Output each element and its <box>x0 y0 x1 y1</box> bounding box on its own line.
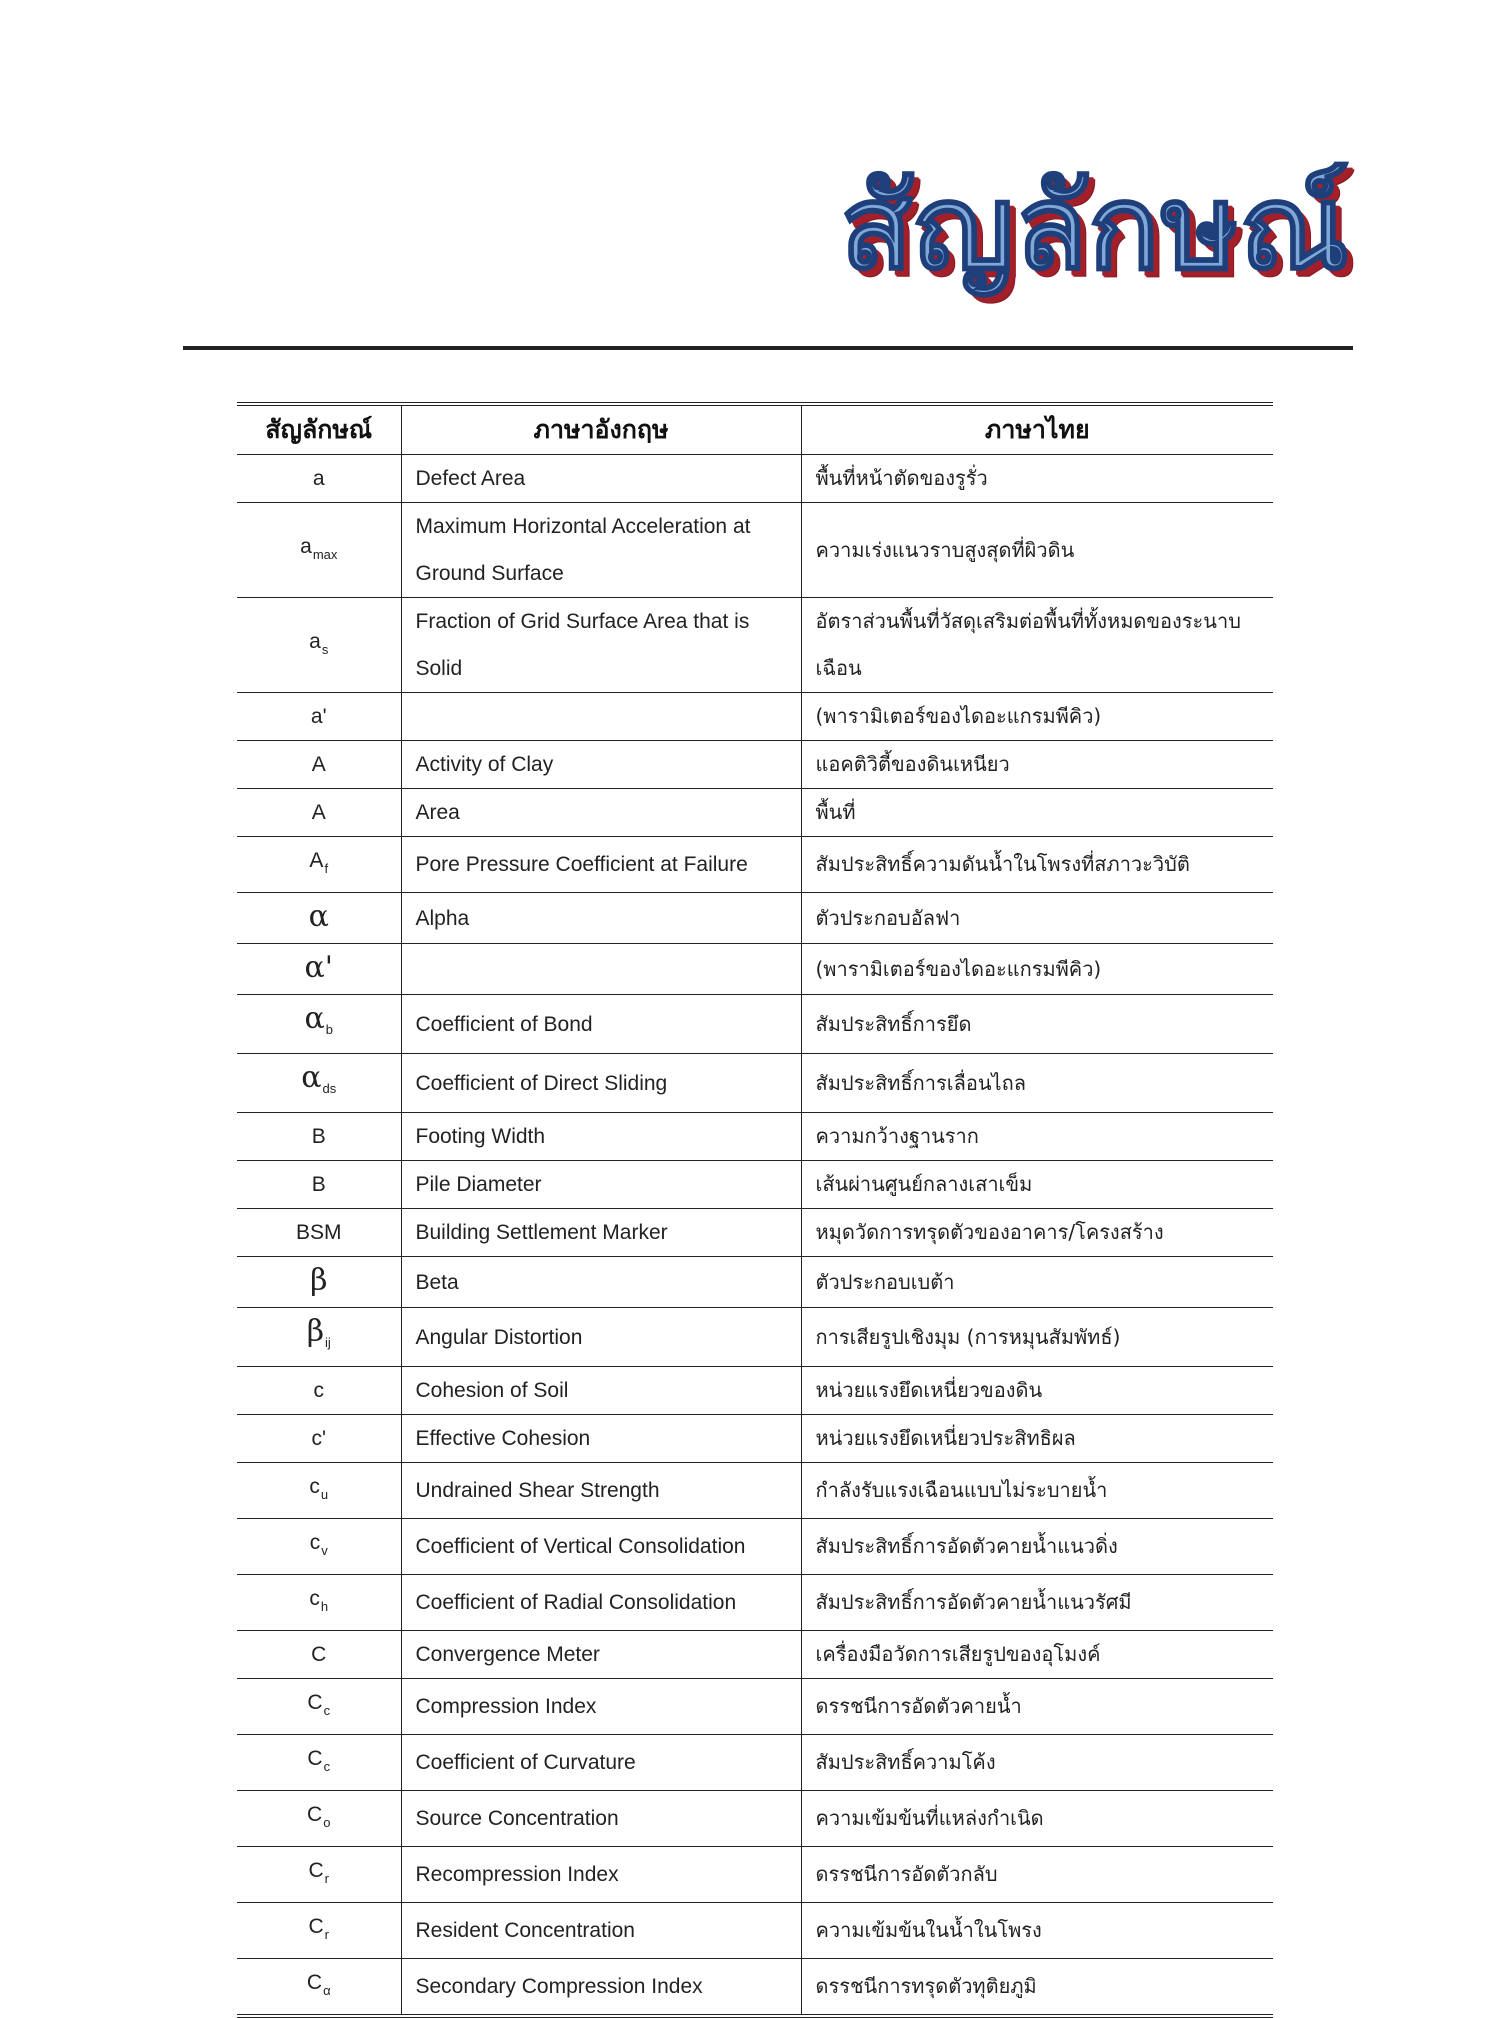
thai-term-cell: หน่วยแรงยึดเหนี่ยวประสิทธิผล <box>801 1415 1273 1463</box>
symbol-text: c <box>309 1475 320 1498</box>
symbol-subscript: f <box>324 861 329 876</box>
table-row <box>237 1113 1273 1161</box>
symbol-text: a' <box>310 705 327 728</box>
table-row <box>237 1367 1273 1415</box>
symbols-table <box>237 402 1273 2018</box>
thai-term-cell: สัมประสิทธิ์การเลื่อนไถล <box>801 1054 1273 1113</box>
thai-term-cell: พื้นที่หน้าตัดของรูรั่ว <box>801 455 1273 503</box>
symbol-subscript: r <box>324 1927 329 1942</box>
thai-term-cell: สัมประสิทธิ์ความโค้ง <box>801 1735 1273 1791</box>
symbol-text: a <box>309 629 321 653</box>
symbol-cell <box>237 1367 401 1415</box>
english-term-cell: Beta <box>401 1257 801 1308</box>
page-title: สัญลักษณ์ <box>840 158 1350 296</box>
symbol-text: c <box>313 1379 324 1402</box>
english-term-cell: Coefficient of Bond <box>401 995 801 1054</box>
symbol-subscript: max <box>312 546 338 562</box>
header-thai: ภาษาไทย <box>801 404 1273 455</box>
english-term-cell: Coefficient of Vertical Consolidation <box>401 1519 801 1575</box>
table-row <box>237 1735 1273 1791</box>
table-row <box>237 1054 1273 1113</box>
thai-term-cell: ความกว้างฐานราก <box>801 1113 1273 1161</box>
table-row <box>237 693 1273 741</box>
symbol-cell <box>237 455 401 503</box>
symbol-text: c <box>309 1587 320 1610</box>
symbol-cell <box>237 893 401 944</box>
table-row <box>237 1679 1273 1735</box>
header-symbol: สัญลักษณ์ <box>237 404 401 455</box>
symbol-text: β <box>306 1314 325 1349</box>
thai-term-cell: สัมประสิทธิ์ความดันน้ำในโพรงที่สภาวะวิบัติ <box>801 837 1273 893</box>
symbol-subscript: h <box>320 1599 329 1614</box>
table-row <box>237 1791 1273 1847</box>
symbol-text: a <box>312 467 325 490</box>
english-term-cell: Building Settlement Marker <box>401 1209 801 1257</box>
english-term-cell: Coefficient of Radial Consolidation <box>401 1575 801 1631</box>
symbol-subscript: v <box>321 1543 328 1558</box>
table-row <box>237 1161 1273 1209</box>
english-term-cell <box>401 944 801 995</box>
thai-term-cell: ตัวประกอบอัลฟา <box>801 893 1273 944</box>
table-row <box>237 995 1273 1054</box>
symbol-cell <box>237 1257 401 1308</box>
english-term-cell: Undrained Shear Strength <box>401 1463 801 1519</box>
symbol-text: A <box>311 753 326 776</box>
symbol-cell <box>237 1959 401 2017</box>
symbol-text: C <box>307 1691 323 1714</box>
thai-term-cell: การเสียรูปเชิงมุม (การหมุนสัมพัทธ์) <box>801 1308 1273 1367</box>
symbol-text: C <box>306 1971 323 1994</box>
symbol-text: c <box>309 1531 321 1554</box>
english-term-cell: Coefficient of Curvature <box>401 1735 801 1791</box>
table-row <box>237 598 1273 693</box>
symbol-cell <box>237 741 401 789</box>
symbol-text: BSM <box>295 1221 342 1244</box>
symbol-text: α <box>304 1001 325 1036</box>
english-term-cell: Cohesion of Soil <box>401 1367 801 1415</box>
symbol-cell <box>237 503 401 598</box>
title-divider <box>183 346 1353 350</box>
thai-term-cell: ความเข้มข้นในน้ำในโพรง <box>801 1903 1273 1959</box>
table-row <box>237 789 1273 837</box>
table-row <box>237 1959 1273 2017</box>
thai-term-cell: ดรรชนีการอัดตัวคายน้ำ <box>801 1679 1273 1735</box>
symbol-text: C <box>307 1803 323 1826</box>
header-english: ภาษาอังกฤษ <box>401 404 801 455</box>
table-row <box>237 944 1273 995</box>
symbol-text: a <box>300 534 312 558</box>
symbol-text: C <box>308 1859 324 1882</box>
symbol-text: A <box>309 849 324 872</box>
symbol-cell <box>237 1575 401 1631</box>
table-row <box>237 1847 1273 1903</box>
english-term-cell: Activity of Clay <box>401 741 801 789</box>
english-term-cell: Alpha <box>401 893 801 944</box>
symbol-text: C <box>308 1915 324 1938</box>
thai-term-cell: พื้นที่ <box>801 789 1273 837</box>
english-term-cell: Effective Cohesion <box>401 1415 801 1463</box>
symbol-subscript: s <box>321 641 329 657</box>
symbol-text: β <box>310 1263 328 1298</box>
symbol-text: B <box>311 1125 326 1148</box>
english-term-cell: Fraction of Grid Surface Area that is Solid <box>401 598 801 693</box>
symbol-text: B <box>311 1173 326 1196</box>
english-term-cell: Resident Concentration <box>401 1903 801 1959</box>
symbol-cell <box>237 1735 401 1791</box>
symbol-cell <box>237 837 401 893</box>
table-row <box>237 503 1273 598</box>
english-term-cell: Maximum Horizontal Acceleration at Ground Surface <box>401 503 801 598</box>
symbols-table-container <box>237 402 1273 2018</box>
thai-term-cell: เครื่องมือวัดการเสียรูปของอุโมงค์ <box>801 1631 1273 1679</box>
symbol-text: c' <box>311 1427 326 1450</box>
symbol-cell <box>237 1161 401 1209</box>
thai-term-cell: สัมประสิทธิ์การอัดตัวคายน้ำแนวรัศมี <box>801 1575 1273 1631</box>
symbol-subscript: c <box>323 1759 331 1774</box>
table-row <box>237 1575 1273 1631</box>
thai-term-cell: (พารามิเตอร์ของไดอะแกรมพีคิว) <box>801 693 1273 741</box>
symbol-cell <box>237 1308 401 1367</box>
table-row <box>237 1519 1273 1575</box>
english-term-cell <box>401 693 801 741</box>
table-row <box>237 455 1273 503</box>
english-term-cell: Footing Width <box>401 1113 801 1161</box>
english-term-cell: Recompression Index <box>401 1847 801 1903</box>
table-row <box>237 741 1273 789</box>
table-row <box>237 1463 1273 1519</box>
symbol-cell <box>237 598 401 693</box>
symbol-subscript: r <box>324 1871 329 1886</box>
english-term-cell: Pile Diameter <box>401 1161 801 1209</box>
thai-term-cell: ดรรชนีการอัดตัวกลับ <box>801 1847 1273 1903</box>
table-row <box>237 837 1273 893</box>
thai-term-cell: ตัวประกอบเบต้า <box>801 1257 1273 1308</box>
symbol-text: α' <box>304 950 333 985</box>
english-term-cell: Compression Index <box>401 1679 801 1735</box>
english-term-cell: Convergence Meter <box>401 1631 801 1679</box>
symbol-cell <box>237 1054 401 1113</box>
symbol-subscript: u <box>320 1487 329 1502</box>
thai-term-cell: ดรรชนีการทรุดตัวทุติยภูมิ <box>801 1959 1273 2017</box>
english-term-cell: Angular Distortion <box>401 1308 801 1367</box>
thai-term-cell: สัมประสิทธิ์การยึด <box>801 995 1273 1054</box>
table-row <box>237 893 1273 944</box>
table-row <box>237 1631 1273 1679</box>
symbol-cell <box>237 1463 401 1519</box>
table-row <box>237 1308 1273 1367</box>
thai-term-cell: สัมประสิทธิ์การอัดตัวคายน้ำแนวดิ่ง <box>801 1519 1273 1575</box>
symbol-cell <box>237 1113 401 1161</box>
symbol-subscript: b <box>325 1022 333 1037</box>
symbol-subscript: α <box>323 1983 331 1998</box>
english-term-cell: Pore Pressure Coefficient at Failure <box>401 837 801 893</box>
english-term-cell: Coefficient of Direct Sliding <box>401 1054 801 1113</box>
thai-term-cell: กำลังรับแรงเฉือนแบบไม่ระบายน้ำ <box>801 1463 1273 1519</box>
symbol-cell <box>237 1847 401 1903</box>
symbol-text: α <box>308 899 329 934</box>
thai-term-cell: หน่วยแรงยึดเหนี่ยวของดิน <box>801 1367 1273 1415</box>
symbol-subscript: o <box>323 1815 331 1830</box>
symbol-text: A <box>311 801 326 824</box>
english-term-cell: Area <box>401 789 801 837</box>
symbol-cell <box>237 1791 401 1847</box>
table-body <box>237 455 1273 2017</box>
table-row <box>237 1903 1273 1959</box>
thai-term-cell: อัตราส่วนพื้นที่วัสดุเสริมต่อพื้นที่ทั้งหมดของระนาบเฉือน <box>801 598 1273 693</box>
english-term-cell: Source Concentration <box>401 1791 801 1847</box>
symbol-subscript: ij <box>325 1335 331 1350</box>
symbol-subscript: c <box>323 1703 331 1718</box>
symbol-cell <box>237 1519 401 1575</box>
thai-term-cell: (พารามิเตอร์ของไดอะแกรมพีคิว) <box>801 944 1273 995</box>
symbol-cell <box>237 1679 401 1735</box>
symbol-cell <box>237 693 401 741</box>
english-term-cell: Defect Area <box>401 455 801 503</box>
symbol-cell <box>237 1415 401 1463</box>
table-row <box>237 1415 1273 1463</box>
symbol-cell <box>237 1209 401 1257</box>
symbol-cell <box>237 1903 401 1959</box>
symbol-text: C <box>311 1643 327 1666</box>
thai-term-cell: ความเข้มข้นที่แหล่งกำเนิด <box>801 1791 1273 1847</box>
symbol-text: α <box>301 1060 322 1095</box>
symbol-cell <box>237 944 401 995</box>
symbol-cell <box>237 995 401 1054</box>
thai-term-cell: แอคติวิตี้ของดินเหนียว <box>801 741 1273 789</box>
english-term-cell: Secondary Compression Index <box>401 1959 801 2017</box>
thai-term-cell: หมุดวัดการทรุดตัวของอาคาร/โครงสร้าง <box>801 1209 1273 1257</box>
thai-term-cell: เส้นผ่านศูนย์กลางเสาเข็ม <box>801 1161 1273 1209</box>
symbol-text: C <box>307 1747 323 1770</box>
symbol-subscript: ds <box>322 1081 337 1096</box>
symbol-cell <box>237 789 401 837</box>
table-header-row <box>237 404 1273 455</box>
symbol-cell <box>237 1631 401 1679</box>
table-row <box>237 1257 1273 1308</box>
table-row <box>237 1209 1273 1257</box>
thai-term-cell: ความเร่งแนวราบสูงสุดที่ผิวดิน <box>801 503 1273 598</box>
